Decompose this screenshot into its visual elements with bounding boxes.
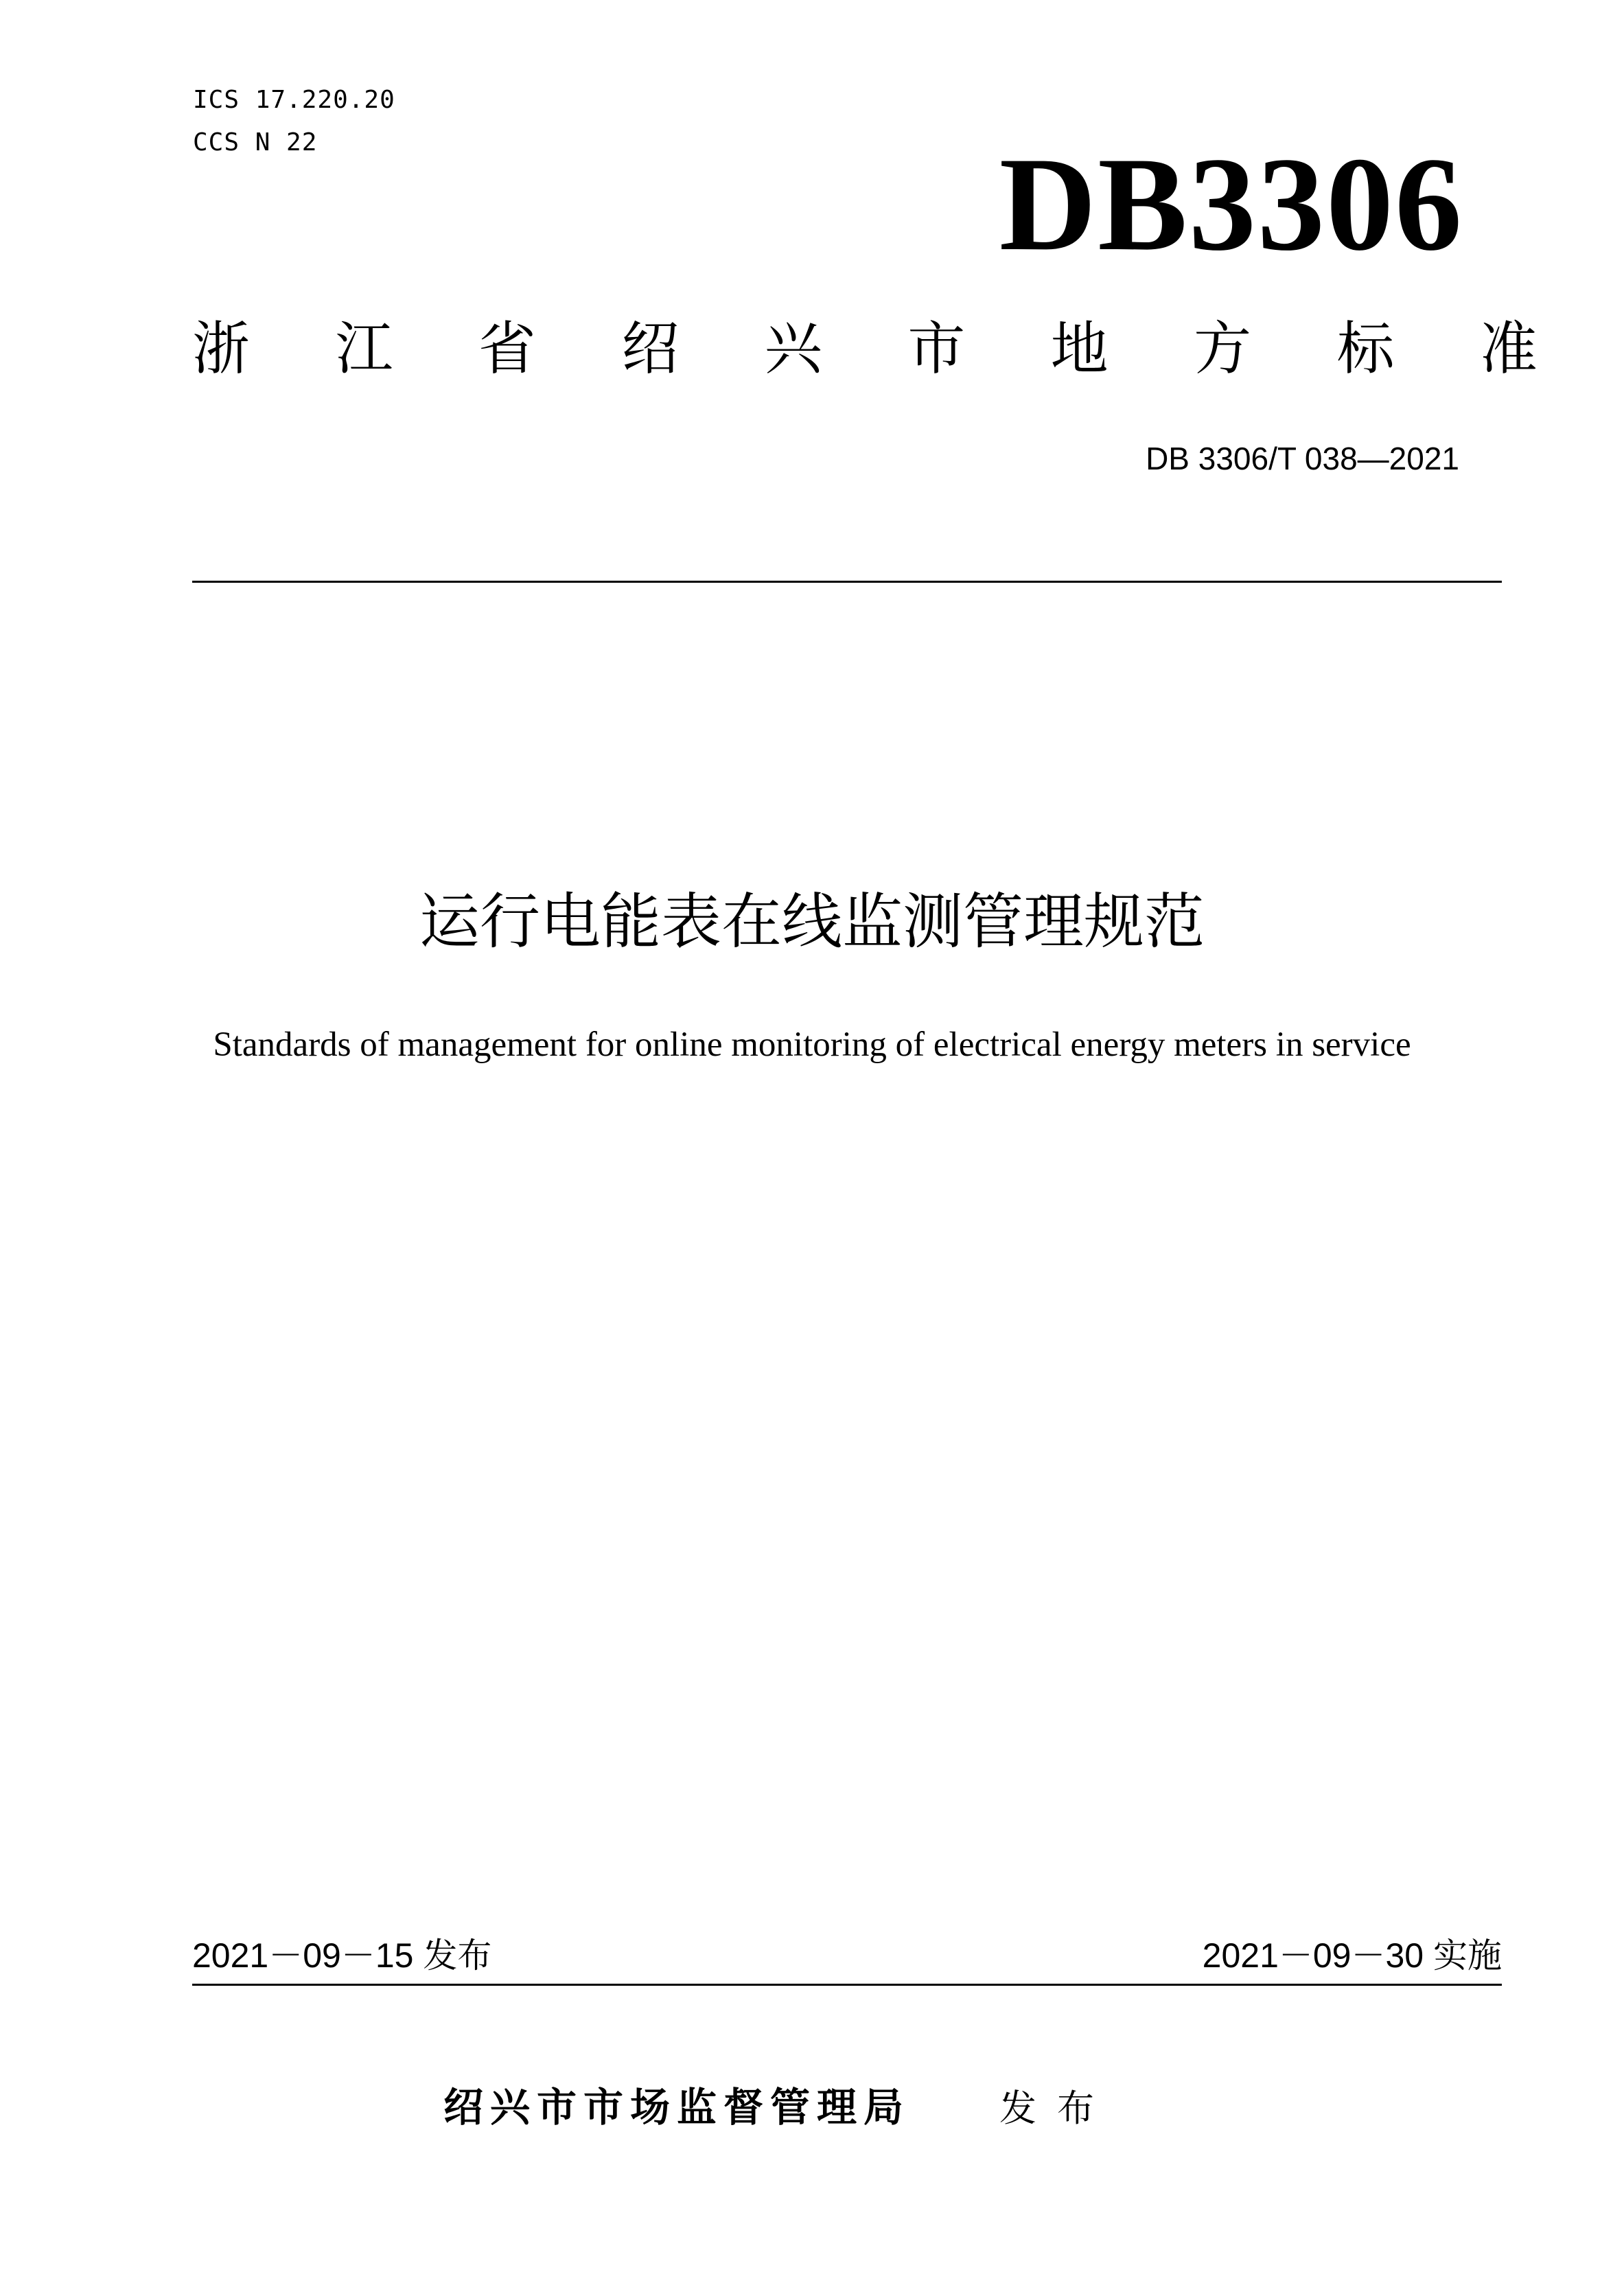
issue-label: 发布 (999, 2087, 1115, 2130)
header-divider (192, 581, 1502, 583)
standard-level-char: 地 (1050, 315, 1109, 382)
standard-level-char: 标 (1336, 315, 1395, 382)
issuer-block (443, 2083, 1115, 2133)
standard-level-char: 市 (907, 315, 966, 382)
standard-level-title (192, 314, 1538, 383)
standard-level-char: 准 (1479, 315, 1538, 382)
english-title: Standards of management for online monitoring of electrical energy meters in service (213, 1025, 1411, 1064)
issue-date: 2021－09－15 发布 (192, 1936, 492, 1975)
issuing-authority: 绍兴市市场监督管理局 (443, 2084, 911, 2131)
date-divider (192, 1984, 1502, 1986)
standard-level-char: 省 (478, 315, 536, 382)
standard-number: DB 3306/T 038—2021 (1146, 441, 1459, 476)
ccs-code: CCS N 22 (193, 128, 318, 156)
chinese-title: 运行电能表在线监测管理规范 (419, 886, 1205, 957)
standard-level-char: 绍 (621, 315, 680, 382)
db-mark: DB3306 (999, 130, 1463, 279)
standard-level-char: 浙 (192, 315, 251, 382)
standard-level-char: 江 (335, 315, 393, 382)
standard-level-char: 兴 (764, 315, 822, 382)
ics-code: ICS 17.220.20 (193, 86, 395, 114)
implementation-date: 2021－09－30 实施 (1202, 1936, 1502, 1975)
standard-level-char: 方 (1194, 315, 1252, 382)
